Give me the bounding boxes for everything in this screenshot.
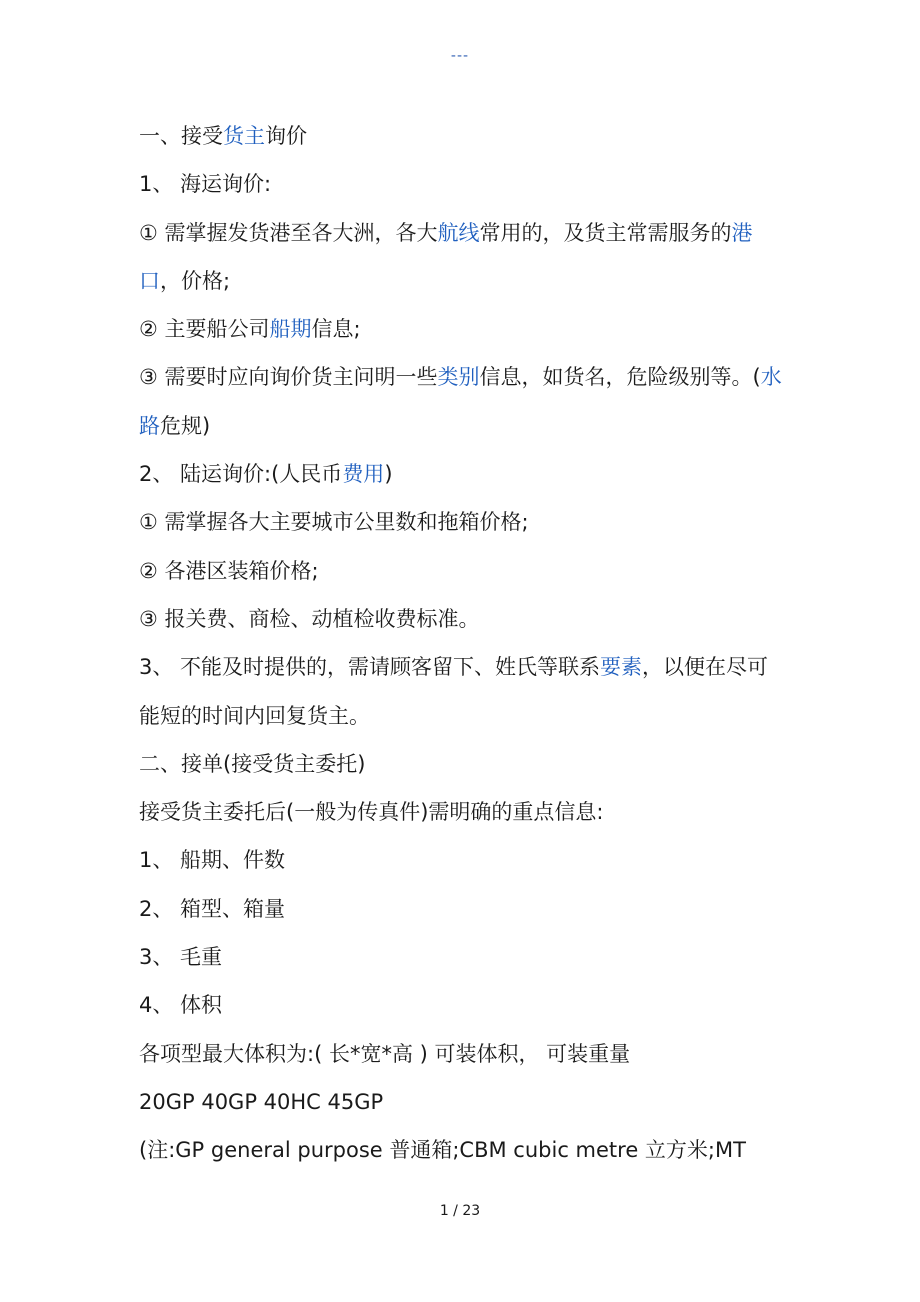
text-line xyxy=(139,353,799,401)
hyperlink[interactable]: 货主 xyxy=(223,124,265,148)
text-line xyxy=(139,402,799,450)
text-line xyxy=(139,1078,799,1126)
text-line xyxy=(139,112,799,160)
text-segment: 3、 不能及时提供的，需请顾客留下、姓氏等联系 xyxy=(139,655,601,680)
text-segment: (注:GP general purpose 普通箱;CBM cubic metre 立方米;MT xyxy=(139,1138,746,1163)
text-line xyxy=(139,981,799,1029)
text-segment: 信息，如货名，危险级别等。( xyxy=(479,365,761,390)
text-segment: ③ 报关费、商检、动植检收费标准。 xyxy=(139,606,480,631)
hyperlink[interactable]: 类别 xyxy=(437,365,480,390)
text-line xyxy=(139,692,799,740)
text-line xyxy=(139,740,799,788)
hyperlink[interactable]: 港 xyxy=(731,220,753,245)
text-segment: 一、接受 xyxy=(139,124,223,148)
text-segment: ① 需掌握发货港至各大洲，各大 xyxy=(139,220,438,245)
document-body xyxy=(139,112,799,1175)
page-number: 1 / 23 xyxy=(439,1203,481,1219)
text-line xyxy=(139,498,799,546)
text-line xyxy=(139,1030,799,1078)
hyperlink[interactable]: 费用 xyxy=(342,462,385,487)
text-segment: ) xyxy=(384,462,393,487)
text-line xyxy=(139,547,799,595)
text-segment: 1、 船期、件数 xyxy=(139,848,286,873)
text-line xyxy=(139,257,799,305)
text-segment: 常用的，及货主常需服务的 xyxy=(479,220,732,245)
text-line xyxy=(139,209,799,257)
text-segment: ① 需掌握各大主要城市公里数和拖箱价格; xyxy=(139,510,529,535)
text-segment: 3、 毛重 xyxy=(139,945,223,970)
text-segment: ② 主要船公司 xyxy=(139,317,270,342)
text-line xyxy=(139,788,799,836)
hyperlink[interactable]: 口 xyxy=(139,268,160,293)
text-segment: 20GP 40GP 40HC 45GP xyxy=(139,1089,384,1114)
header-mark: --- xyxy=(450,48,470,64)
text-line xyxy=(139,933,799,981)
text-segment: 2、 箱型、箱量 xyxy=(139,896,286,921)
text-line xyxy=(139,643,799,691)
text-segment: 1、 海运询价: xyxy=(139,172,272,197)
text-segment: ③ 需要时应向询价货主问明一些 xyxy=(139,365,438,390)
text-segment: 各项型最大体积为:( 长*宽*高 ) 可装体积， 可装重量 xyxy=(139,1041,631,1066)
text-segment: 4、 体积 xyxy=(139,993,223,1018)
text-line xyxy=(139,1126,799,1174)
text-line xyxy=(139,160,799,208)
hyperlink[interactable]: 路 xyxy=(139,413,160,438)
text-line xyxy=(139,450,799,498)
text-segment: 询价 xyxy=(265,124,307,148)
text-line xyxy=(139,836,799,884)
text-line xyxy=(139,885,799,933)
text-segment: 信息; xyxy=(311,317,361,342)
text-segment: 接受货主委托后(一般为传真件)需明确的重点信息: xyxy=(139,800,604,825)
text-segment: ② 各港区装箱价格; xyxy=(139,558,319,583)
hyperlink[interactable]: 水 xyxy=(760,365,782,390)
hyperlink[interactable]: 船期 xyxy=(269,317,312,342)
hyperlink[interactable]: 航线 xyxy=(437,220,480,245)
text-segment: ，以便在尽可 xyxy=(642,655,769,680)
text-segment: 二、接单(接受货主委托) xyxy=(139,751,366,776)
hyperlink[interactable]: 要素 xyxy=(600,655,643,680)
text-line xyxy=(139,595,799,643)
text-segment: 危规) xyxy=(160,413,211,438)
text-segment: 2、 陆运询价:(人民币 xyxy=(139,462,343,487)
text-segment: ，价格; xyxy=(160,268,231,293)
text-segment: 能短的时间内回复货主。 xyxy=(139,703,370,728)
text-line xyxy=(139,305,799,353)
